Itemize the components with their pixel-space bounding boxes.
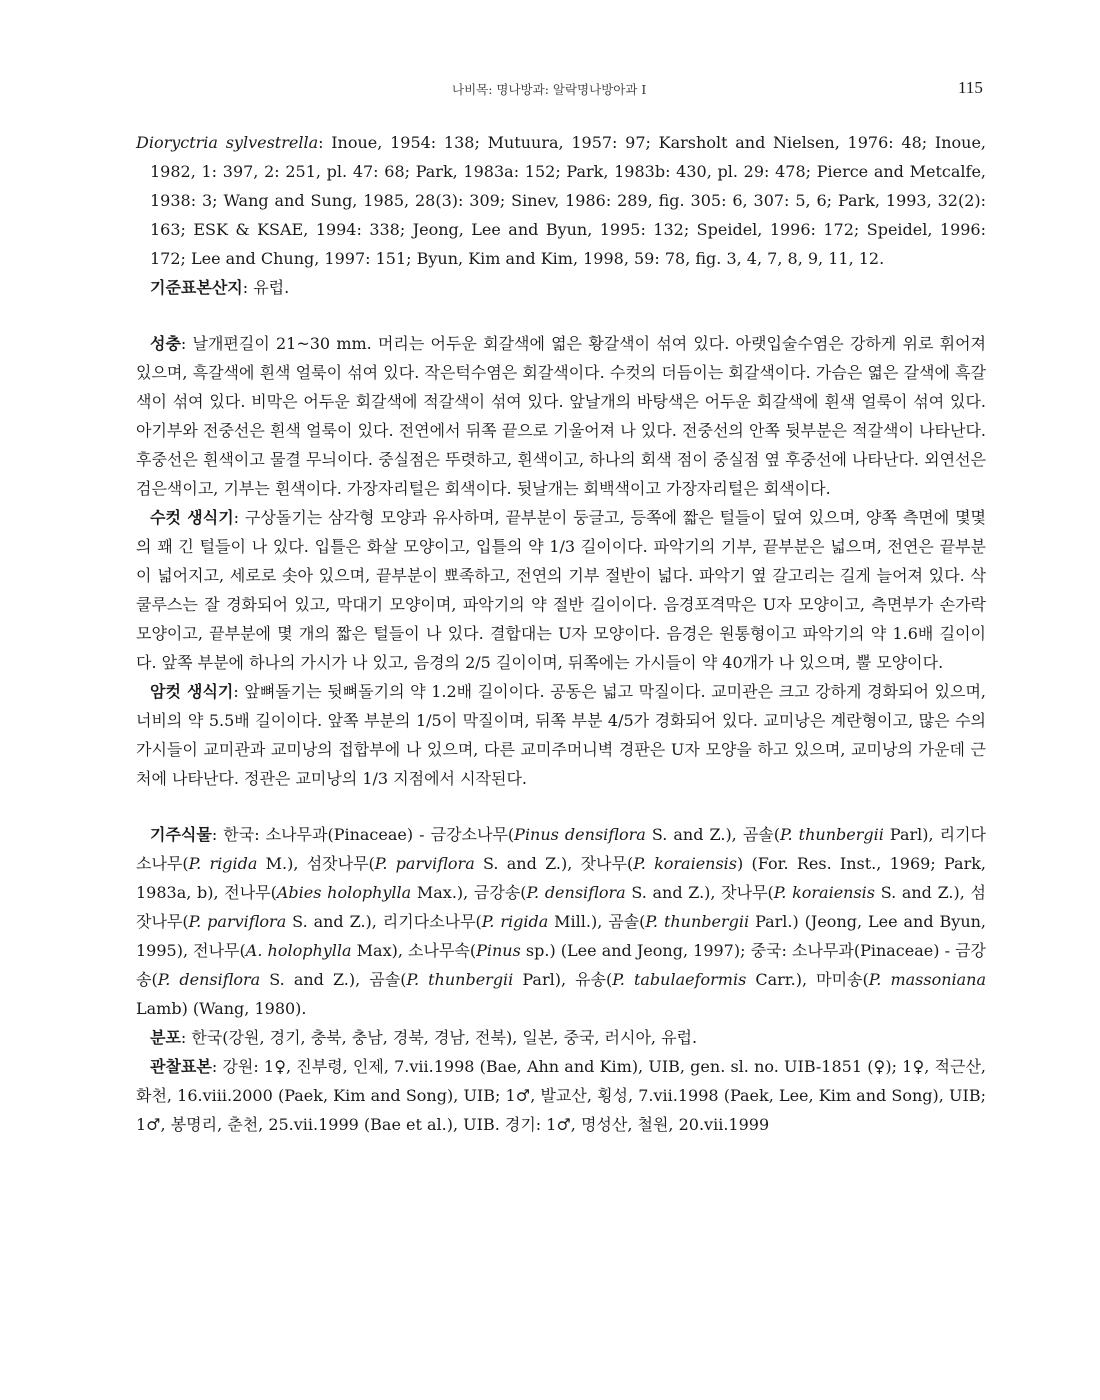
type-locality bbox=[136, 273, 986, 302]
scientific-name: P. rigida bbox=[188, 854, 258, 873]
distribution-label: 분포 bbox=[150, 1028, 181, 1047]
scientific-name: Abies holophylla bbox=[276, 883, 412, 902]
page-number: 115 bbox=[958, 78, 983, 97]
scientific-name: P. densiflora bbox=[526, 883, 626, 902]
host-plants-text bbox=[136, 825, 986, 1018]
host-plant-text-segment: : 한국: 소나무과(Pinaceae) - 금강소나무( bbox=[211, 825, 515, 844]
page-body bbox=[136, 128, 986, 1139]
female-genitalia-text: : 앞뼈돌기는 뒷뼈돌기의 약 1.2배 길이이다. 공동은 넓고 막질이다. 교미관은 크고 강하게 경화되어 있으며, 너비의 약 5.5배 길이이다. 앞쪽 부분의 1/5이 막질이며, 뒤쪽 부분 4/5가 경화되어 있다. 교미낭은 계란형이고, 많은 수의 가시들이 교미관과 교미낭의 접합부에 나 있으며, 다른 교미주머니벽 경판은 U자 모양을 하고 있으며, 교미낭의 가운데 근처에 나타난다. 정관은 교미낭의 1/3 지점에서 시작된다. bbox=[136, 682, 986, 788]
specimens-examined bbox=[136, 1052, 986, 1139]
host-plant-text-segment: Max), 소나무속( bbox=[351, 941, 477, 960]
host-plant-text-segment: M.), 섬잣나무( bbox=[257, 854, 375, 873]
host-plants bbox=[136, 820, 986, 1023]
scientific-name: Pinus densiflora bbox=[514, 825, 646, 844]
scientific-name: P. thunbergii bbox=[406, 970, 514, 989]
scientific-name: Pinus bbox=[476, 941, 521, 960]
distribution-text: : 한국(강원, 경기, 충북, 충남, 경북, 경남, 전북), 일본, 중국, 러시아, 유럽. bbox=[180, 1028, 698, 1047]
scientific-name: P. tabulaeformis bbox=[612, 970, 747, 989]
host-plant-text-segment: S. and Z.), 리기다소나무( bbox=[286, 912, 482, 931]
host-plant-text-segment: Parl), 유송( bbox=[513, 970, 613, 989]
host-plant-text-segment: S. and Z.), 곰솔( bbox=[645, 825, 780, 844]
scientific-name: P. parviflora bbox=[374, 854, 475, 873]
host-plant-text-segment: S. and Z.), 잣나무( bbox=[474, 854, 634, 873]
host-plant-text-segment: Mill.), 곰솔( bbox=[548, 912, 646, 931]
host-plant-text-segment: Parl.) (Jeong, Lee and Byun, 1995), 전나무( bbox=[136, 912, 987, 960]
taxon-name: Dioryctria sylvestrella bbox=[136, 133, 319, 152]
scientific-name: P. thunbergii bbox=[645, 912, 750, 931]
host-plant-text-segment: Carr.), 마미송( bbox=[746, 970, 869, 989]
adult-text: : 날개편길이 21~30 mm. 머리는 어두운 회갈색에 엷은 황갈색이 섞여 있다. 아랫입술수염은 강하게 위로 휘어져 있으며, 흑갈색에 흰색 얼룩이 섞여 있다. 작은턱수염은 회갈색이다. 수컷의 더듬이는 회갈색이다. 가슴은 엷은 갈색에 흑갈색이 섞여 있다. 비막은 어두운 회갈색에 적갈색이 섞여 있다. 앞날개의 바탕색은 어두운 회갈색에 흰색 얼룩이 섞여 있다. 아기부와 전중선은 흰색 얼룩이 있다. 전연에서 뒤쪽 끝으로 기울어져 나 있다. 전중선의 안쪽 뒷부분은 적갈색이 나타난다. 후중선은 흰색이고 물결 무늬이다. 중실점은 뚜렷하고, 흰색이고, 하나의 회색 점이 중실점 옆 후중선에 나타난다. 외연선은 검은색이고, 기부는 흰색이다. 가장자리털은 회색이다. 뒷날개는 회백색이고 가장자리털은 회색이다. bbox=[136, 334, 986, 498]
scientific-name: P. thunbergii bbox=[779, 825, 884, 844]
synonymy-paragraph bbox=[136, 128, 986, 273]
male-genitalia-text: : 구상돌기는 삼각형 모양과 유사하며, 끝부분이 둥글고, 등쪽에 짧은 털들이 덮여 있으며, 양쪽 측면에 몇몇의 꽤 긴 털들이 나 있다. 입틀은 화살 모양이고, 입틀의 약 1/3 길이이다. 파악기의 기부, 끝부분은 넓으며, 전연은 끝부분이 넓어지고, 세로로 솟아 있으며, 끝부분이 뾰족하고, 전연의 기부 절반이 넓다. 파악기 옆 갈고리는 길게 늘어져 있다. 삭쿨루스는 잘 경화되어 있고, 막대기 모양이며, 파악기의 약 절반 길이이다. 음경포격막은 U자 모양이고, 측면부가 손가락 모양이고, 끝부분에 몇 개의 짧은 털들이 나 있다. 결합대는 U자 모양이다. 음경은 원통형이고 파악기의 약 1.6배 길이이다. 앞쪽 부분에 하나의 가시가 나 있고, 음경의 2/5 길이이며, 뒤쪽에는 가시들이 약 40개가 나 있으며, 뿔 모양이다. bbox=[136, 508, 986, 672]
adult-label: 성충 bbox=[150, 334, 181, 353]
page-header bbox=[0, 78, 1100, 102]
host-plant-text-segment: S. and Z.), 곰솔( bbox=[260, 970, 407, 989]
distribution bbox=[136, 1023, 986, 1052]
scientific-name: A. holophylla bbox=[245, 941, 352, 960]
specimens-label: 관찰표본 bbox=[150, 1057, 212, 1076]
female-genitalia-description bbox=[136, 677, 986, 793]
host-plant-text-segment: Lamb) (Wang, 1980). bbox=[136, 999, 307, 1018]
scientific-name: P. massoniana bbox=[868, 970, 987, 989]
running-title: 나비목: 명나방과: 알락명나방아과 I bbox=[452, 82, 647, 97]
scientific-name: P. koraiensis bbox=[633, 854, 738, 873]
male-genitalia-label: 수컷 생식기 bbox=[150, 508, 234, 527]
scientific-name: P. rigida bbox=[481, 912, 549, 931]
specimens-text: : 강원: 1♀, 진부령, 인제, 7.vii.1998 (Bae, Ahn and Kim), UIB, gen. sl. no. UIB-1851 (♀); 1♀, 적근산, 화천, 16.viii.2000 (Paek, Kim and Song), UIB; 1♂, 발교산, 횡성, 7.vii.1998 (Paek, Lee, Kim and Song), UIB; 1♂, 봉명리, 춘천, 25.vii.1999 (Bae et al.), UIB. 경기: 1♂, 명성산, 철원, 20.vii.1999 bbox=[136, 1057, 986, 1134]
synonymy-text: : Inoue, 1954: 138; Mutuura, 1957: 97; Karsholt and Nielsen, 1976: 48; Inoue, 1982, 1: 397, 2: 251, pl. 47: 68; Park, 1983a: 152; Park, 1983b: 430, pl. 29: 478; Pierce and Metcalfe, 1938: 3; Wang and Sung, 1985, 28(3): 309; Sinev, 1986: 289, fig. 305: 6, 307: 5, 6; Park, 1993, 32(2): 163; ESK & KSAE, 1994: 338; Jeong, Lee and Byun, 1995: 132; Speidel, 1996: 172; Speidel, 1996: 172; Lee and Chung, 1997: 151; Byun, Kim and Kim, 1998, 59: 78, fig. 3, 4, 7, 8, 9, 11, 12. bbox=[150, 133, 987, 268]
host-plant-text-segment: Max.), 금강송( bbox=[411, 883, 527, 902]
type-locality-label: 기준표본산지 bbox=[150, 278, 243, 297]
host-plant-text-segment: S. and Z.), 잣나무( bbox=[625, 883, 774, 902]
host-plant-text-segment: sp.) (Lee and Jeong, 1997); 중국: 소나무과(Pinaceae) - 금강송( bbox=[136, 941, 986, 989]
scientific-name: P. koraiensis bbox=[773, 883, 876, 902]
adult-description bbox=[136, 329, 986, 503]
host-plants-label: 기주식물 bbox=[150, 825, 212, 844]
host-plant-text-segment: Parl), 리기다소나무( bbox=[136, 825, 987, 873]
male-genitalia-description bbox=[136, 503, 986, 677]
host-plant-text-segment: ) (For. Res. Inst., 1969; Park, 1983a, b), 전나무( bbox=[136, 854, 986, 902]
host-plant-text-segment: S. and Z.), 섬잣나무( bbox=[136, 883, 986, 931]
scientific-name: P. densiflora bbox=[157, 970, 261, 989]
female-genitalia-label: 암컷 생식기 bbox=[150, 682, 234, 701]
type-locality-text: : 유럽. bbox=[242, 278, 290, 297]
scientific-name: P. parviflora bbox=[188, 912, 287, 931]
